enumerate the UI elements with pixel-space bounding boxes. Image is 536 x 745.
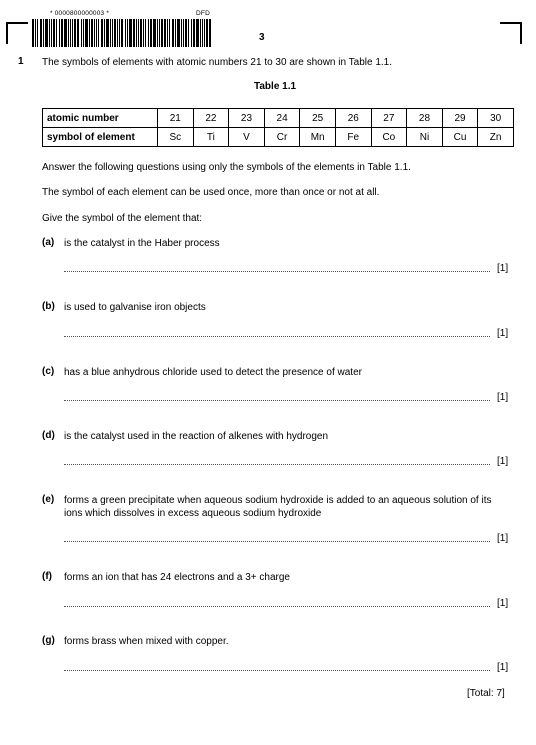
exam-code: DFD: [196, 10, 210, 17]
barcode-bar: [37, 19, 38, 47]
barcode-bar: [114, 19, 116, 47]
barcode-bar: [77, 19, 79, 47]
table-cell: 21: [158, 109, 194, 128]
barcode-bar: [206, 19, 208, 47]
barcode-bar: [117, 19, 118, 47]
barcode-bar: [138, 19, 139, 47]
barcode-bar: [40, 19, 42, 47]
barcode-bar: [98, 19, 99, 47]
table-cell: Cu: [442, 128, 478, 147]
row-header-atomic-number: atomic number: [43, 109, 158, 128]
barcode-bar: [64, 19, 67, 47]
barcode-bar: [150, 19, 152, 47]
table-cell: 27: [371, 109, 407, 128]
barcode-bar: [148, 19, 149, 47]
table-cell: 28: [407, 109, 443, 128]
instruction-3: Give the symbol of the element that:: [42, 213, 203, 224]
barcode-bar: [185, 19, 187, 47]
page-number: 3: [259, 32, 265, 43]
answer-line-a[interactable]: [64, 271, 490, 272]
table-cell: Zn: [478, 128, 514, 147]
barcode-bar: [177, 19, 180, 47]
part-f-text: forms an ion that has 24 electrons and a 3+ charge: [64, 572, 290, 583]
barcode-bar: [61, 19, 63, 47]
barcode-bar: [175, 19, 176, 47]
part-d-mark: [1]: [497, 456, 509, 467]
barcode-bar: [35, 19, 36, 47]
part-a-mark: [1]: [497, 263, 509, 274]
barcode-bar: [70, 19, 71, 47]
answer-line-c[interactable]: [64, 400, 490, 401]
barcode-bar: [196, 19, 199, 47]
barcode-bar: [51, 19, 52, 47]
barcode-bar: [181, 19, 182, 47]
barcode-bar: [89, 19, 90, 47]
barcode-bar: [167, 19, 168, 47]
part-c-text: has a blue anhydrous chloride used to detect the presence of water: [64, 367, 362, 378]
table-cell: 23: [229, 109, 265, 128]
barcode-bar: [125, 19, 126, 47]
barcode-bar: [169, 19, 170, 47]
table-cell: V: [229, 128, 265, 147]
barcode-bar: [106, 19, 109, 47]
barcode-bar: [193, 19, 195, 47]
total-marks: [Total: 7]: [467, 688, 505, 699]
barcode-bar: [68, 19, 69, 47]
barcode-bar: [133, 19, 135, 47]
table-cell: Ti: [193, 128, 229, 147]
table-cell: 30: [478, 109, 514, 128]
part-f-mark: [1]: [497, 598, 509, 609]
barcode-bar: [83, 19, 84, 47]
table-cell: 24: [264, 109, 300, 128]
corner-mark-right-vertical: [520, 22, 522, 44]
table-cell: Cr: [264, 128, 300, 147]
part-e-mark: [1]: [497, 533, 509, 544]
part-g-label: (g): [42, 635, 55, 646]
barcode-bar: [49, 19, 50, 47]
instruction-2: The symbol of each element can be used once, more than once or not at all.: [42, 187, 380, 198]
barcode-bar: [209, 19, 211, 47]
barcode-bar: [136, 19, 137, 47]
part-e-text: forms a green precipitate when aqueous sodium hydroxide is added to an aqueous solution of its ions which dissolves in excess aqueous sodium hydroxide: [64, 495, 492, 519]
barcode-bar: [32, 19, 34, 47]
barcode-bar: [104, 19, 105, 47]
table-cell: Fe: [335, 128, 371, 147]
barcode-bar: [157, 19, 158, 47]
barcode-bar: [112, 19, 113, 47]
part-e-label: (e): [42, 494, 55, 505]
answer-line-b[interactable]: [64, 336, 490, 337]
barcode-bar: [191, 19, 192, 47]
table-cell: Ni: [407, 128, 443, 147]
barcode-bar: [85, 19, 88, 47]
part-d-text: is the catalyst used in the reaction of alkenes with hydrogen: [64, 431, 329, 442]
part-c-label: (c): [42, 366, 55, 377]
barcode-bar: [200, 19, 201, 47]
barcode-bar: [110, 19, 111, 47]
part-a-label: (a): [42, 237, 55, 248]
question-number: 1: [18, 56, 24, 67]
barcode-bar: [72, 19, 73, 47]
table-cell: Co: [371, 128, 407, 147]
corner-mark-right: [500, 22, 522, 24]
barcode-bar: [204, 19, 205, 47]
part-g-mark: [1]: [497, 662, 509, 673]
barcode-bar: [101, 19, 103, 47]
table-cell: Sc: [158, 128, 194, 147]
table-cell: Mn: [300, 128, 336, 147]
part-f-label: (f): [42, 571, 52, 582]
barcode-bar: [96, 19, 97, 47]
table-cell: 26: [335, 109, 371, 128]
barcode-bar: [91, 19, 93, 47]
barcode-bar: [159, 19, 160, 47]
part-d-label: (d): [42, 430, 55, 441]
barcode-bar: [172, 19, 174, 47]
barcode-bar: [43, 19, 44, 47]
elements-table: [42, 108, 514, 147]
atomic-number-row: [43, 109, 514, 128]
corner-mark-left-vertical: [6, 22, 8, 44]
barcode-bar: [183, 19, 184, 47]
barcode-bar: [188, 19, 189, 47]
table-cell: 29: [442, 109, 478, 128]
barcode-bar: [202, 19, 203, 47]
part-b-mark: [1]: [497, 328, 509, 339]
part-a-text: is the catalyst in the Haber process: [64, 238, 220, 249]
table-title: Table 1.1: [254, 81, 297, 92]
barcode-bar: [164, 19, 166, 47]
instruction-1: Answer the following questions using only the symbols of the elements in Table 1.1.: [42, 162, 411, 173]
barcode-bar: [56, 19, 57, 47]
barcode-bar: [161, 19, 163, 47]
part-g-text: forms brass when mixed with copper.: [64, 636, 229, 647]
answer-line-d[interactable]: [64, 464, 490, 465]
barcode-bar: [94, 19, 95, 47]
barcode-bar: [153, 19, 156, 47]
question-intro: The symbols of elements with atomic numbers 21 to 30 are shown in Table 1.1.: [42, 57, 392, 68]
symbol-row: [43, 128, 514, 147]
barcode-bar: [74, 19, 76, 47]
barcode-number: * 0000800000003 *: [50, 10, 110, 17]
barcode-bar: [59, 19, 60, 47]
barcode-bar: [140, 19, 142, 47]
barcode-bar: [119, 19, 120, 47]
barcode: [32, 19, 212, 47]
barcode-bar: [127, 19, 128, 47]
answer-line-f[interactable]: [64, 606, 490, 607]
corner-mark-left: [6, 22, 28, 24]
part-c-mark: [1]: [497, 392, 509, 403]
barcode-bar: [145, 19, 146, 47]
answer-line-g[interactable]: [64, 670, 490, 671]
barcode-bar: [53, 19, 55, 47]
answer-line-e[interactable]: [64, 541, 490, 542]
barcode-bar: [81, 19, 82, 47]
part-b-label: (b): [42, 301, 55, 312]
table-cell: 25: [300, 109, 336, 128]
barcode-bar: [121, 19, 123, 47]
barcode-bar: [143, 19, 144, 47]
barcode-bar: [129, 19, 132, 47]
row-header-symbol: symbol of element: [43, 128, 158, 147]
table-cell: 22: [193, 109, 229, 128]
barcode-bar: [45, 19, 48, 47]
part-b-text: is used to galvanise iron objects: [64, 302, 206, 313]
